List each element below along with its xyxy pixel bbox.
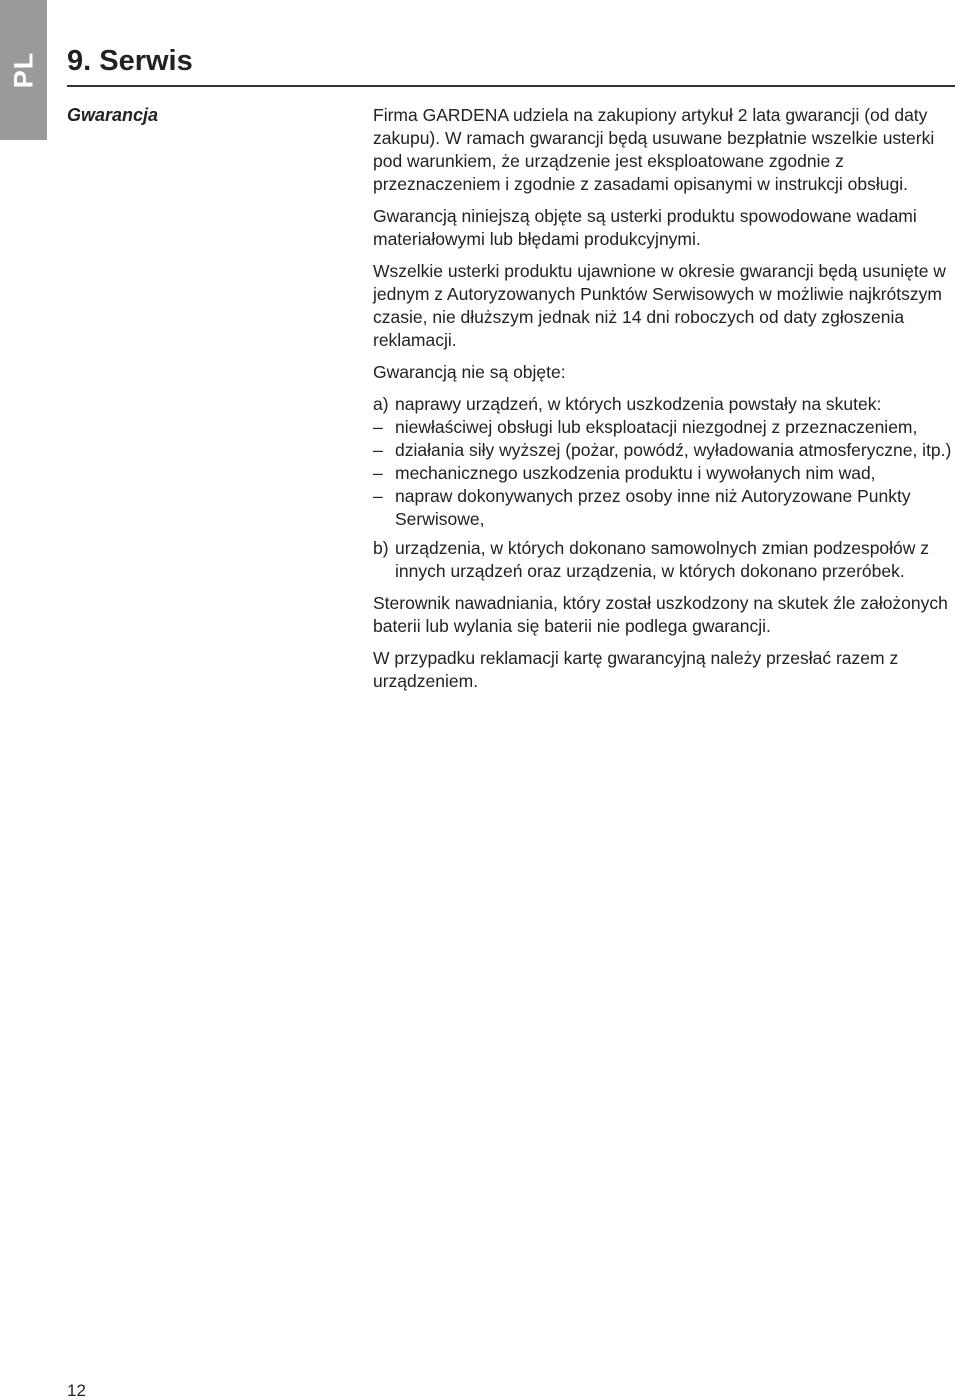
language-tab-label: PL <box>8 51 38 89</box>
sidebar-heading-warranty: Gwarancja <box>67 105 159 125</box>
warranty-content <box>373 104 955 702</box>
paragraph-battery-note: Sterownik nawadniania, który został uszkodzony na skutek źle założonych baterii lub wylania się baterii nie podlega gwarancji. <box>373 593 948 636</box>
list-item <box>373 439 955 462</box>
dash-marker: – <box>373 463 383 483</box>
section-title: 9. Serwis <box>67 45 193 77</box>
exclusion-b-text: urządzenia, w których dokonano samowolnych zmian podzespołów z innych urządzeń oraz urządzenia, w których dokonano przeróbek. <box>395 538 930 581</box>
exclusion-a-subitem: działania siły wyższej (pożar, powódź, wyładowania atmosferyczne, itp.) <box>395 440 952 460</box>
list-item <box>373 462 955 485</box>
list-marker-a: a) <box>373 394 389 414</box>
dash-marker: – <box>373 440 383 460</box>
paragraph-covered-defects: Gwarancją niniejszą objęte są usterki produktu spowodowane wadami materiałowymi lub błędami produkcyjnymi. <box>373 206 917 249</box>
paragraph-exclusions-intro: Gwarancją nie są objęte: <box>373 362 566 382</box>
list-marker-b: b) <box>373 538 389 558</box>
exclusion-a-subitem: mechanicznego uszkodzenia produktu i wywołanych nim wad, <box>395 463 876 483</box>
language-tab <box>0 0 47 140</box>
list-item <box>373 537 955 583</box>
paragraph-claim-instructions: W przypadku reklamacji kartę gwarancyjną należy przesłać razem z urządzeniem. <box>373 648 899 691</box>
paragraph-repair-time: Wszelkie usterki produktu ujawnione w okresie gwarancji będą usunięte w jednym z Autoryzowanych Punktów Serwisowych w możliwie najkrótszym czasie, nie dłuższym jednak niż 14 dni roboczych od daty zgłoszenia reklamacji. <box>373 261 946 350</box>
list-item <box>373 416 955 439</box>
dash-marker: – <box>373 417 383 437</box>
exclusion-a-subitem: napraw dokonywanych przez osoby inne niż Autoryzowane Punkty Serwisowe, <box>395 486 911 529</box>
paragraph-warranty-terms: Firma GARDENA udziela na zakupiony artykuł 2 lata gwarancji (od daty zakupu). W ramach gwarancji będą usuwane bezpłatnie wszelkie usterki pod warunkiem, że urządzenie jest eksploatowane zgodnie z przeznaczeniem i zgodnie z zasadami opisanymi w instrukcji obsługi. <box>373 105 935 194</box>
title-divider <box>67 85 955 87</box>
exclusion-a-subitem: niewłaściwej obsługi lub eksploatacji niezgodnej z przeznaczeniem, <box>395 417 918 437</box>
exclusions-list <box>373 393 955 583</box>
dash-marker: – <box>373 486 383 506</box>
page-number: 12 <box>67 1381 86 1400</box>
list-item <box>373 393 955 416</box>
exclusion-a-text: naprawy urządzeń, w których uszkodzenia powstały na skutek: <box>395 394 882 414</box>
list-item <box>373 485 955 531</box>
